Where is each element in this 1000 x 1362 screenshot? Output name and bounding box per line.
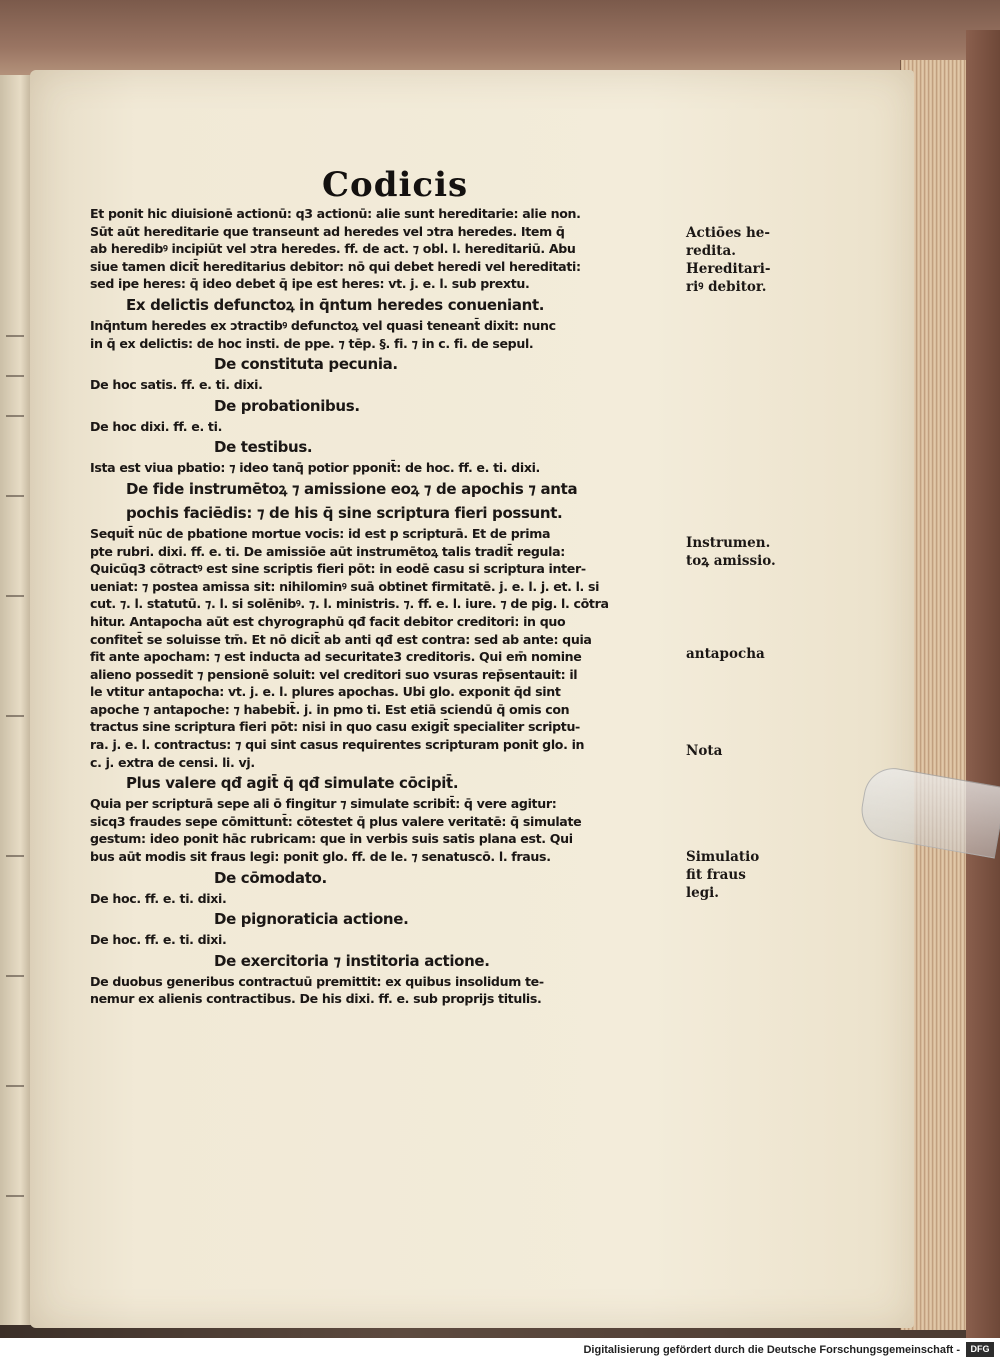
text-line: confitet̄ se soluisse tm̄. Et nō dicit̄ ab anti qđ est contra: sed ab ante: quia xyxy=(90,631,592,647)
section-title: De probationibus. xyxy=(214,396,360,415)
marginal-line: antapocha xyxy=(686,646,765,662)
text-line: apoche ⁊ antapoche: ⁊ habebit̄. j. in pmo ti. Est etiā sciendū q̄ omis con xyxy=(90,701,570,717)
text-line: alieno possedit ⁊ pensionē soluit: vel creditori suo vsuras rep̄sentauit: il xyxy=(90,666,578,682)
marginal-line: Instrumen. xyxy=(686,535,771,551)
marginal-line: redita. xyxy=(686,243,736,259)
text-line: hitur. Antapocha aūt est chyrographū qđ facit debitor creditori: in quo xyxy=(90,613,566,629)
marginal-line: fit fraus xyxy=(686,867,746,883)
section-title: Plus valere qđ agit̄ q̄ qđ simulate cōcipit̄. xyxy=(126,774,459,793)
text-line: ra. j. e. l. contractus: ⁊ qui sint casus requirentes scripturam ponit glo. in xyxy=(90,737,585,753)
text-line: Quicūq3 cōtractꝰ est sine scriptis fieri pōt: in eodē casu si scriptura inter- xyxy=(90,561,586,577)
marginal-line: Actiōes he- xyxy=(686,225,770,241)
marginal-line: riꝰ debitor. xyxy=(686,279,767,295)
book-cover-right xyxy=(966,30,1000,1338)
text-line: tractus sine scriptura fieri pōt: nisi in quo casu exigit̄ specialiter scriptu- xyxy=(90,719,580,735)
text-line: sed ipe heres: q̄ ideo debet q̄ ipe est heres: vt. j. e. l. sub prextu. xyxy=(90,276,530,292)
text-line: cut. ⁊. l. statutū. ⁊. l. si solēnibꝰ. ⁊. l. ministris. ⁊. ff. e. l. iure. ⁊ de pig. l. cōtra xyxy=(90,596,609,612)
text-line: sicq3 fraudes sepe cōmittunt̄: cōtestet q̄ plus valere veritatē: q̄ simulate xyxy=(90,813,582,829)
funding-notice: Digitalisierung gefördert durch die Deutsche Forschungsgemeinschaft - xyxy=(583,1344,960,1356)
text-line: pte rubri. dixi. ff. e. ti. De amissiōe aūt instrumētoꝝ talis tradit̄ regula: xyxy=(90,543,565,559)
marginal-note-actiones xyxy=(686,224,806,296)
text-line: Ista est viua pbatio: ⁊ ideo tanq̄ potior pponit̄: de hoc. ff. e. ti. dixi. xyxy=(90,460,540,476)
section-title: De fide instrumētoꝝ ⁊ amissione eoꝝ ⁊ de apochis ⁊ anta xyxy=(126,479,578,498)
text-line: bus aūt modis sit fraus legi: ponit glo. ff. de le. ⁊ senatuscō. l. fraus. xyxy=(90,849,551,865)
marginal-line: Nota xyxy=(686,743,723,759)
text-line: ab heredibꝰ incipiūt vel ɔtra heredes. ff. de act. ⁊ obl. l. hereditariū. Abu xyxy=(90,241,576,257)
text-line: nemur ex alienis contractibus. De his dixi. ff. e. sub proprijs titulis. xyxy=(90,991,542,1007)
text-line: siue tamen dicit̄ hereditarius debitor: nō qui debet heredi vel hereditati: xyxy=(90,258,581,274)
section-title-cont: pochis faciēdis: ⁊ de his q̄ sine scriptura fieri possunt. xyxy=(126,503,563,522)
section-title: De testibus. xyxy=(214,438,313,457)
section-title: De exercitoria ⁊ institoria actione. xyxy=(214,951,490,970)
text-line: gestum: ideo ponit hāc rubricam: que in verbis suis satis plana est. Qui xyxy=(90,831,573,847)
marginal-note-simulatio xyxy=(686,848,806,902)
text-line: De hoc satis. ff. e. ti. dixi. xyxy=(90,377,263,393)
marginal-line: toꝝ amissio. xyxy=(686,553,776,569)
text-line: De hoc dixi. ff. e. ti. xyxy=(90,418,223,434)
marginal-line: Hereditari- xyxy=(686,261,771,277)
page-header: Codicis xyxy=(322,165,469,205)
main-text xyxy=(90,205,682,1008)
text-line: Et ponit hic diuisionē actionū: q3 actionū: alie sunt hereditarie: alie non. xyxy=(90,206,581,221)
marginal-line: legi. xyxy=(686,885,719,901)
section-title: De constituta pecunia. xyxy=(214,355,398,374)
marginal-line: Simulatio xyxy=(686,849,760,865)
text-line: Inq̄ntum heredes ex ɔtractibꝰ defunctoꝝ vel quasi teneant̄ dixit: nunc xyxy=(90,317,556,333)
section-title: Ex delictis defunctoꝝ in q̄ntum heredes conueniant. xyxy=(126,295,545,314)
text-line: fit ante apocham: ⁊ est inducta ad securitate3 creditoris. Qui em̄ nomine xyxy=(90,649,582,665)
text-line: ueniat: ⁊ postea amissa sit: nihilominꝰ suā obtinet firmitatē. j. e. l. j. et. l. si xyxy=(90,578,600,594)
section-title: De pignoraticia actione. xyxy=(214,910,409,929)
section-title: De cōmodato. xyxy=(214,868,327,887)
text-line: in q̄ ex delictis: de hoc insti. de ppe. ⁊ tēp. §. fi. ⁊ in c. fi. de sepul. xyxy=(90,335,534,351)
dfg-logo-icon: DFG xyxy=(966,1342,994,1357)
marginal-note-antapocha xyxy=(686,645,806,663)
marginal-note-instrumentorum xyxy=(686,534,806,570)
book-edge-top xyxy=(0,0,1000,80)
text-line: c. j. extra de censi. li. vj. xyxy=(90,754,255,770)
text-line: le vtitur antapocha: vt. j. e. l. plures apochas. Ubi glo. exponit q̄d sint xyxy=(90,684,561,700)
text-line: De duobus generibus contractuū premittit: ex quibus insolidum te- xyxy=(90,973,544,989)
text-line: De hoc. ff. e. ti. dixi. xyxy=(90,890,227,906)
text-line: Quia per scripturā sepe ali ō fingitur ⁊ simulate scribit̄: q̄ vere agitur: xyxy=(90,796,557,812)
text-line: Sequit̄ nūc de pbatione mortue vocis: id est p scripturā. Et de prima xyxy=(90,525,551,541)
footer-bar xyxy=(0,1338,1000,1362)
text-line: Sūt aūt hereditarie que transeunt ad heredes vel ɔtra heredes. Item q̄ xyxy=(90,223,565,239)
text-line: De hoc. ff. e. ti. dixi. xyxy=(90,932,227,948)
marginal-note-nota xyxy=(686,742,806,760)
